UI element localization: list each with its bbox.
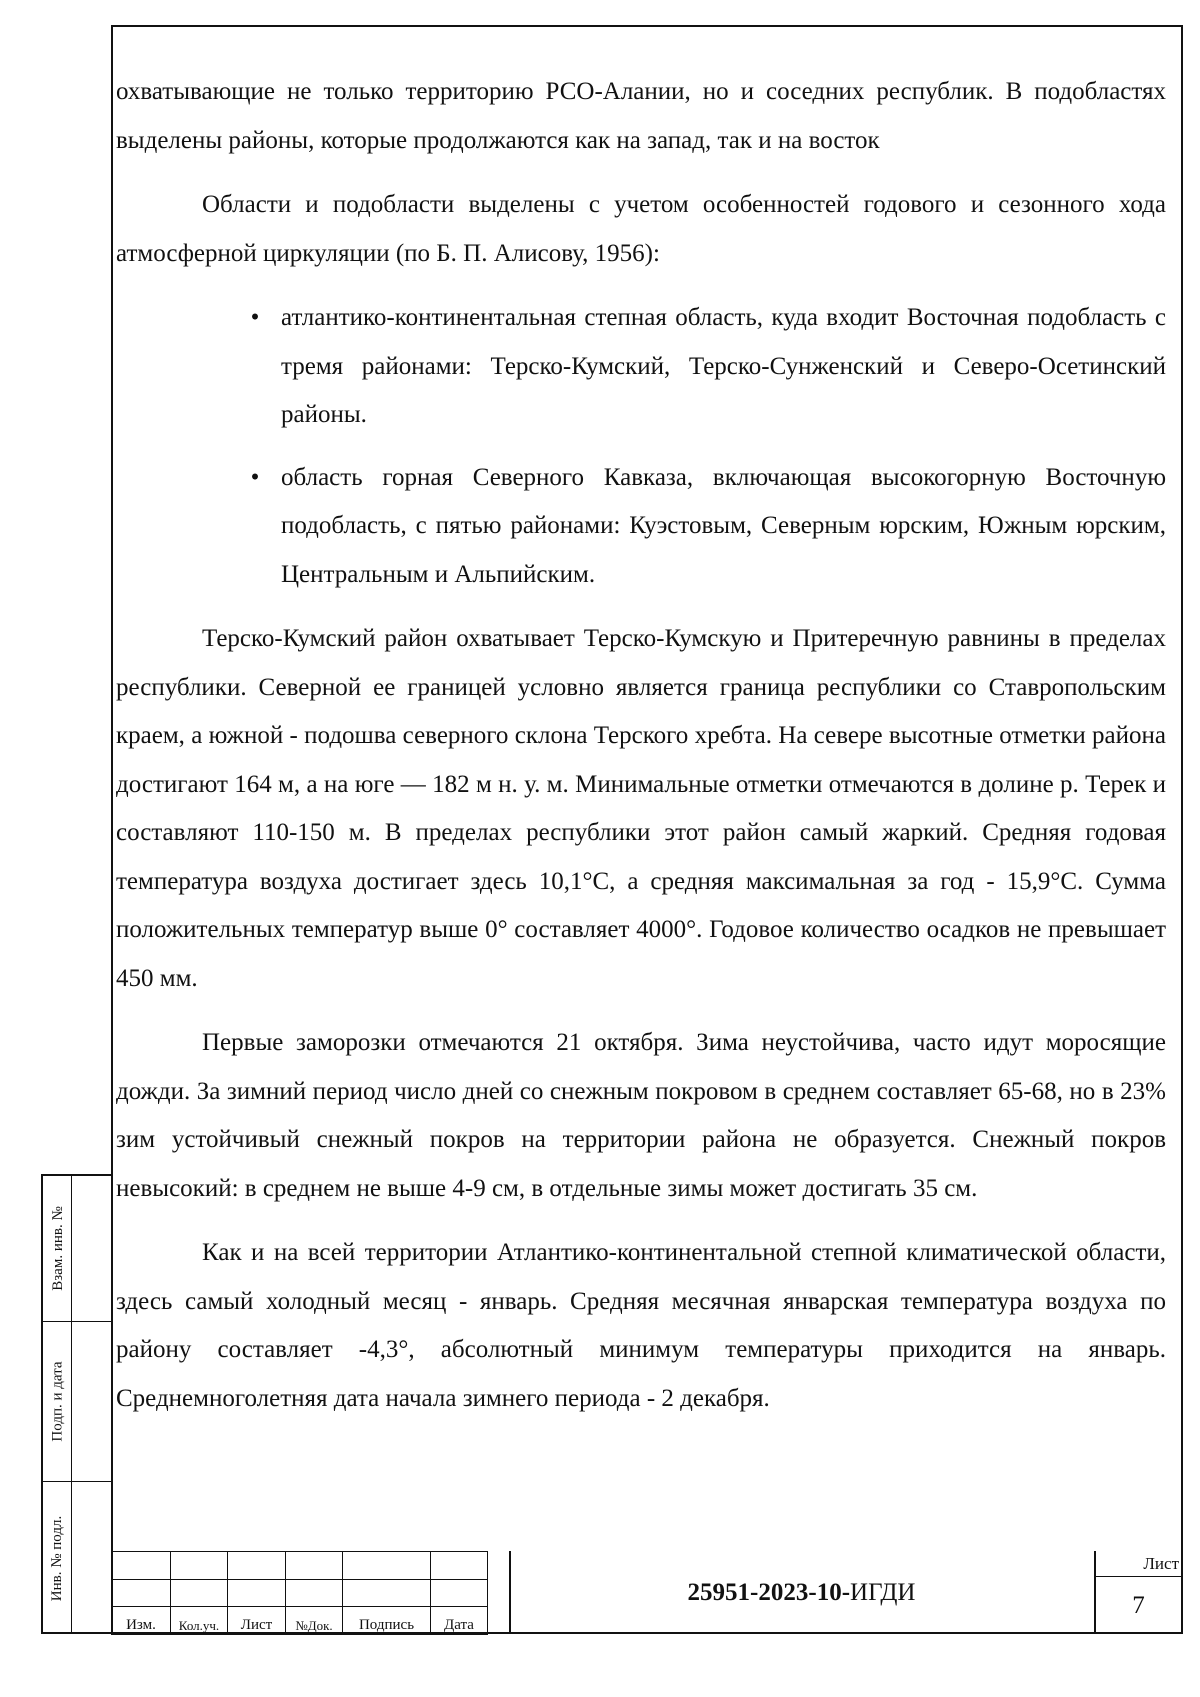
bullet-icon: • bbox=[250, 463, 260, 491]
side-stamp-inv: Инв. № подл. bbox=[49, 1515, 66, 1602]
list-item-text: атлантико-континентальная степная область, куда входит Восточная подобласть с тремя районами: Терско-Кумский, Терско-Сунженский и Северо-Осетинский районы. bbox=[281, 304, 1166, 428]
paragraph-5: Как и на всей территории Атлантико-континентальной степной климатической области, здесь самый холодный месяц - январь. Средняя месячная январская температура воздуха по району составляет -4,3°, абсолютный минимум температуры приходится на январь. Среднемноголетняя дата начала зимнего периода - 2 декабря. bbox=[116, 1239, 1166, 1412]
sheet-box bbox=[1094, 1551, 1183, 1634]
paragraph-1: охватывающие не только территорию РСО-Алании, но и соседних республик. В подобластях выделены районы, которые продолжаются как на запад, так и на восток bbox=[116, 78, 1166, 154]
title-block bbox=[111, 1551, 1183, 1634]
sheet-number: 7 bbox=[1132, 1591, 1145, 1619]
list-item bbox=[250, 294, 1166, 440]
side-stamp-podp: Подп. и дата bbox=[49, 1360, 66, 1442]
paragraph-4: Первые заморозки отмечаются 21 октября. Зима неустойчива, часто идут моросящие дожди. За зимний период число дней со снежным покровом в среднем составляет 65-68, но в 23% зим устойчивый снежный покров на территории района не образуется. Снежный покров невысокий: в среднем не выше 4-9 см, в отдельные зимы может достигать 35 см. bbox=[116, 1029, 1166, 1202]
paragraph-3: Терско-Кумский район охватывает Терско-Кумскую и Притеречную равнины в пределах республики. Северной ее границей условно является граница республики со Ставропольским краем, а южной - подошва северного склона Терского хребта. На севере высотные отметки района достигают 164 м, а на юге — 182 м н. у. м. Минимальные отметки отмечаются в долине р. Терек и составляют 110-150 м. В пределах республики этот район самый жаркий. Средняя годовая температура воздуха достигает здесь 10,1°С, а средняя максимальная за год - 15,9°С. Сумма положительных температур выше 0° составляет 4000°. Годовое количество осадков не превышает 450 мм. bbox=[116, 625, 1166, 992]
revision-table bbox=[111, 1551, 488, 1635]
list-item bbox=[250, 454, 1166, 600]
side-stamp bbox=[41, 1174, 111, 1634]
document-body bbox=[116, 68, 1166, 1423]
sheet-label: Лист bbox=[1094, 1551, 1183, 1577]
list-item-text: область горная Северного Кавказа, включающая высокогорную Восточную подобласть, с пятью районами: Куэстовым, Северным юрским, Южным юрским, Центральным и Альпийским. bbox=[281, 463, 1166, 588]
bullet-list bbox=[116, 294, 1166, 599]
side-stamp-vzam: Взам. инв. № bbox=[49, 1206, 66, 1291]
header-podpis: Подпись bbox=[343, 1607, 431, 1635]
header-kol: Кол.уч. bbox=[171, 1607, 228, 1635]
document-code: 25951-2023-10- ИГДИ bbox=[687, 1578, 916, 1606]
paragraph-2: Области и подобласти выделены с учетом особенностей годового и сезонного хода атмосферной циркуляции (по Б. П. Алисову, 1956): bbox=[116, 191, 1166, 267]
header-doc: №Док. bbox=[286, 1607, 343, 1635]
header-izm: Изм. bbox=[112, 1607, 171, 1635]
header-list: Лист bbox=[228, 1607, 286, 1635]
header-data: Дата bbox=[431, 1607, 488, 1635]
bullet-icon: • bbox=[250, 304, 260, 331]
